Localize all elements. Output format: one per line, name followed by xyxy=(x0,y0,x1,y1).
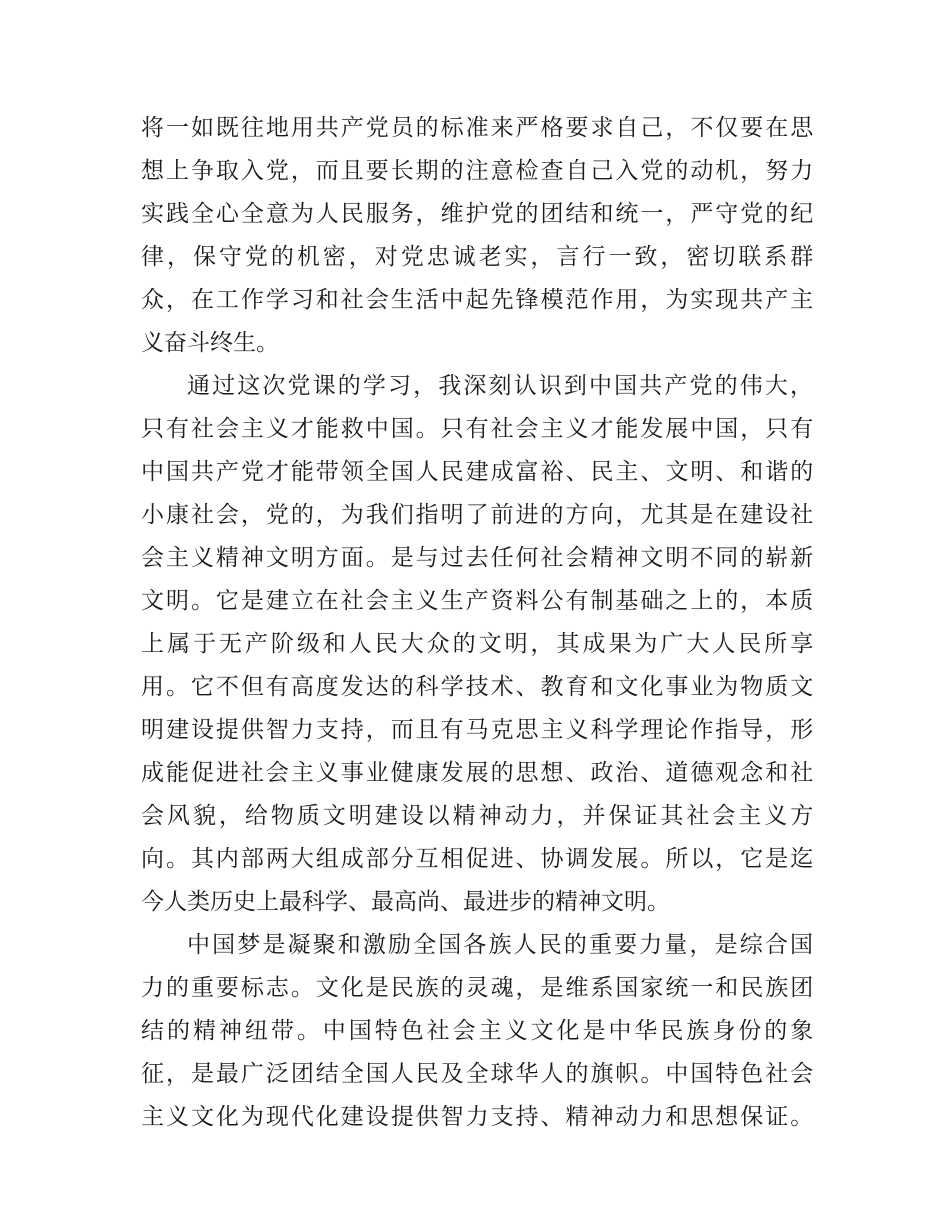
text-line: 明 建 设 提 供 智 力 支 持 ， 而 且 有 马 克 思 主 义 科 学 理 论 作 指 导 ， 形 xyxy=(141,717,814,743)
paragraph-3 xyxy=(141,924,813,1139)
text-line: 将 一 如 既 往 地 用 共 产 党 员 的 标 准 来 严 格 要 求 自 己 ， 不 仅 要 在 思 xyxy=(141,115,814,141)
text-line: 小 康 社 会 ， 党 的 ， 为 我 们 指 明 了 前 进 的 方 向 ， 尤 其 是 在 建 设 社 xyxy=(141,502,814,528)
text-line: 上 属 于 无 产 阶 级 和 人 民 大 众 的 文 明 ， 其 成 果 为 广 大 人 民 所 享 xyxy=(141,631,814,657)
text-line: 向 。 其 内 部 两 大 组 成 部 分 互 相 促 进 、 协 调 发 展 。 所 以 ， 它 是 迄 xyxy=(141,846,814,872)
text-line: 会 风 貌 ， 给 物 质 文 明 建 设 以 精 神 动 力 ， 并 保 证 其 社 会 主 义 方 xyxy=(141,803,814,829)
text-line: 只 有 社 会 主 义 才 能 救 中 国 。 只 有 社 会 主 义 才 能 发 展 中 国 ， 只 有 xyxy=(141,416,814,442)
text-line: 会 主 义 精 神 文 明 方 面 。 是 与 过 去 任 何 社 会 精 神 文 明 不 同 的 崭 新 xyxy=(141,545,814,571)
paragraph-2 xyxy=(141,365,813,924)
text-line: 征 ， 是 最 广 泛 团 结 全 国 人 民 及 全 球 华 人 的 旗 帜 。 中 国 特 色 社 会 xyxy=(141,1061,814,1087)
text-line: 众 ， 在 工 作 学 习 和 社 会 生 活 中 起 先 锋 模 范 作 用 ， 为 实 现 共 产 主 xyxy=(141,287,814,313)
text-line: 用 。 它 不 但 有 高 度 发 达 的 科 学 技 术 、 教 育 和 文 化 事 业 为 物 质 文 xyxy=(141,674,814,700)
text-line: 律 ， 保 守 党 的 机 密 ， 对 党 忠 诚 老 实 ， 言 行 一 致 ， 密 切 联 系 群 xyxy=(141,244,814,270)
text-line: 中 国 梦 是 凝 聚 和 激 励 全 国 各 族 人 民 的 重 要 力 量 ， 是 综 合 国 xyxy=(187,932,813,958)
text-line: 义奋斗终生。 xyxy=(141,330,279,356)
text-line: 主 义 文 化 为 现 代 化 建 设 提 供 智 力 支 持 、 精 神 动 力 和 思 想 保 证 。 xyxy=(141,1104,814,1130)
text-line: 结 的 精 神 纽 带 。 中 国 特 色 社 会 主 义 文 化 是 中 华 民 族 身 份 的 象 xyxy=(141,1018,814,1044)
text-line: 力 的 重 要 标 志 。 文 化 是 民 族 的 灵 魂 ， 是 维 系 国 家 统 一 和 民 族 团 xyxy=(141,975,814,1001)
document-body xyxy=(141,107,813,1139)
text-line: 通 过 这 次 党 课 的 学 习 ， 我 深 刻 认 识 到 中 国 共 产 党 的 伟 大 ， xyxy=(187,373,813,399)
text-line: 文 明 。 它 是 建 立 在 社 会 主 义 生 产 资 料 公 有 制 基 础 之 上 的 ， 本 质 xyxy=(141,588,814,614)
text-line: 实 践 全 心 全 意 为 人 民 服 务 ， 维 护 党 的 团 结 和 统 一 ， 严 守 党 的 纪 xyxy=(141,201,814,227)
text-line: 中 国 共 产 党 才 能 带 领 全 国 人 民 建 成 富 裕 、 民 主 、 文 明 、 和 谐 的 xyxy=(141,459,814,485)
text-line: 成 能 促 进 社 会 主 义 事 业 健 康 发 展 的 思 想 、 政 治 、 道 德 观 念 和 社 xyxy=(141,760,814,786)
paragraph-1 xyxy=(141,107,813,365)
text-line: 今人类历史上最科学、最高尚、最进步的精神文明。 xyxy=(141,889,670,915)
text-line: 想 上 争 取 入 党 ， 而 且 要 长 期 的 注 意 检 查 自 己 入 党 的 动 机 ， 努 力 xyxy=(141,158,814,184)
